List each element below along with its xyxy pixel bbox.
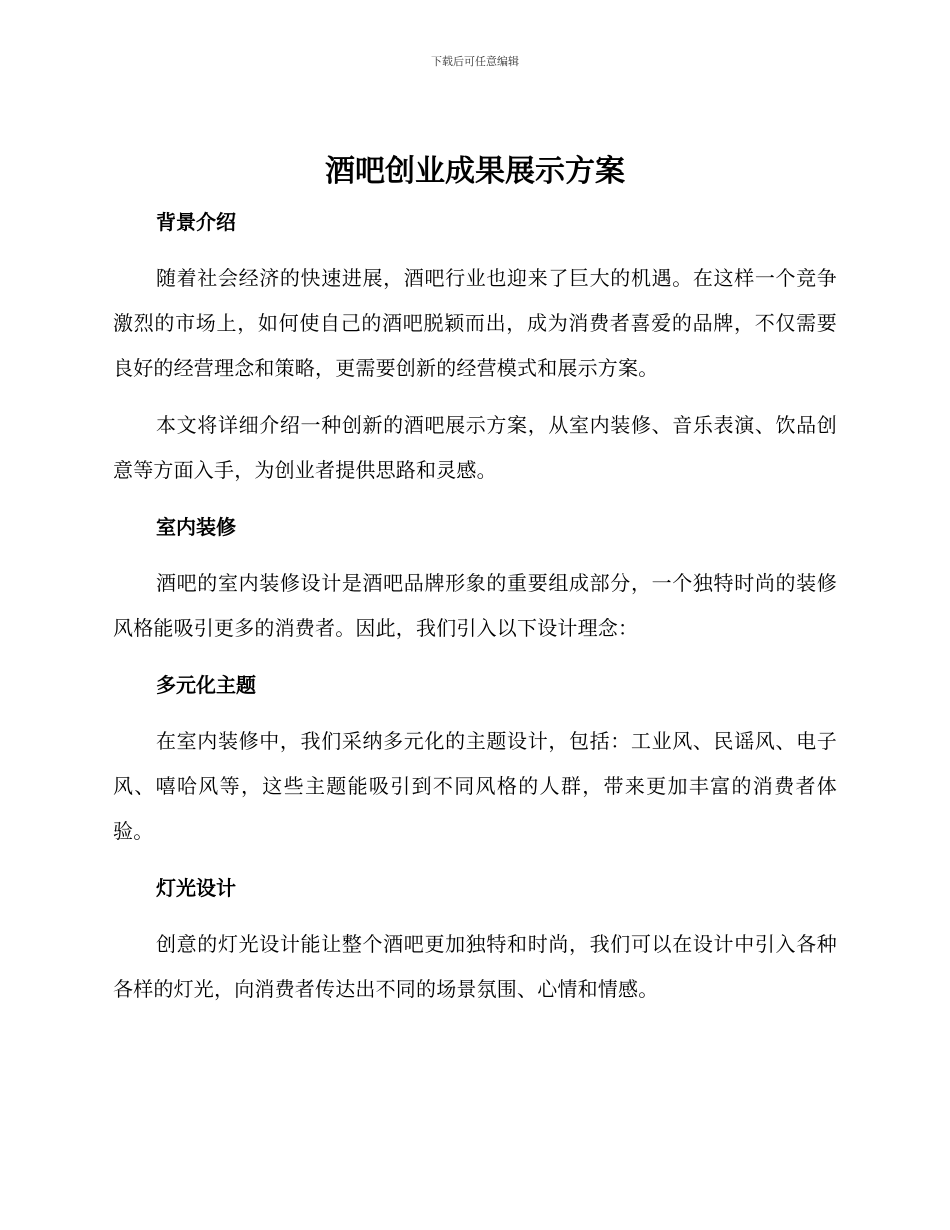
paragraph-interior-1: 酒吧的室内装修设计是酒吧品牌形象的重要组成部分，一个独特时尚的装修风格能吸引更多的消费者。因此，我们引入以下设计理念： — [113, 571, 837, 640]
paragraph-diverse-themes-1: 在室内装修中，我们采纳多元化的主题设计，包括：工业风、民谣风、电子风、嘻哈风等，这些主题能吸引到不同风格的人群，带来更加丰富的消费者体验。 — [113, 729, 837, 843]
document-body — [113, 200, 837, 1012]
section-heading-background: 背景介绍 — [156, 210, 236, 234]
section-heading-diverse-themes: 多元化主题 — [156, 673, 256, 697]
paragraph-lighting-1: 创意的灯光设计能让整个酒吧更加独特和时尚，我们可以在设计中引入各种各样的灯光，向消费者传达出不同的场景氛围、心情和情感。 — [113, 932, 837, 1001]
paragraph-background-1: 随着社会经济的快速进展，酒吧行业也迎来了巨大的机遇。在这样一个竞争激烈的市场上，如何使自己的酒吧脱颖而出，成为消费者喜爱的品牌，不仅需要良好的经营理念和策略，更需要创新的经营模式和展示方案。 — [113, 266, 837, 380]
document-title: 酒吧创业成果展示方案 — [325, 154, 625, 189]
page-header-note: 下载后可任意编辑 — [431, 55, 519, 68]
paragraph-background-2: 本文将详细介绍一种创新的酒吧展示方案，从室内装修、音乐表演、饮品创意等方面入手，为创业者提供思路和灵感。 — [113, 413, 837, 482]
section-heading-lighting: 灯光设计 — [156, 876, 236, 900]
section-heading-interior: 室内装修 — [156, 515, 236, 539]
